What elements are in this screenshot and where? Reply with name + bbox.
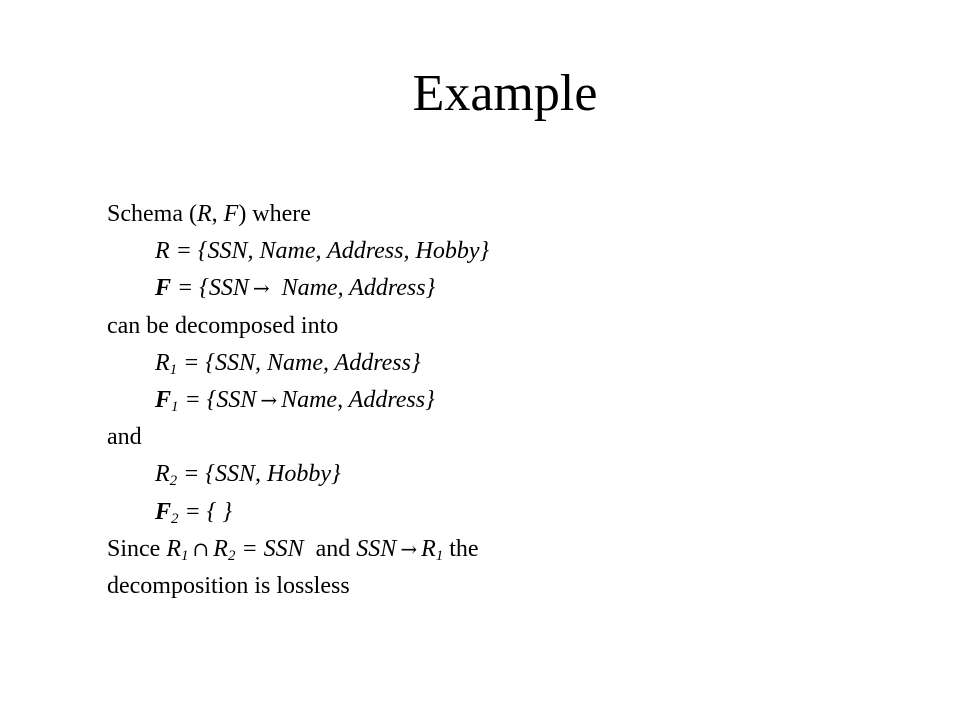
r1-lhs: R (155, 349, 170, 376)
f1-rhs-right: Name, Address} (281, 386, 435, 413)
slide-body (107, 196, 907, 605)
f2-rhs: { } (206, 498, 232, 525)
and-line: and (107, 424, 142, 451)
r2-definition-line (107, 456, 907, 493)
arrow-icon: → (260, 387, 278, 412)
f-definition-line (107, 270, 907, 307)
f1-lhs: F (155, 386, 172, 413)
schema-intro: Schema ( (107, 201, 197, 227)
r-definition-line (107, 233, 907, 270)
since-line (107, 531, 907, 568)
r1-subscript: 1 (169, 361, 178, 378)
schema-r: R (196, 201, 212, 227)
f-rhs-left: {SSN (199, 275, 249, 302)
r-rhs: {SSN, Name, Address, Hobby} (197, 238, 490, 265)
since-r1b: R (421, 535, 436, 562)
r1-rhs: {SSN, Name, Address} (205, 349, 421, 376)
f-rhs-right: Name, Address} (281, 275, 436, 302)
schema-comma: , (211, 201, 224, 227)
r2-subscript: 2 (169, 473, 178, 490)
since-r2-subscript: 2 (227, 547, 236, 564)
r2-lhs: R (155, 461, 170, 488)
since-r1-subscript: 1 (181, 547, 189, 564)
since-the: the (443, 535, 479, 562)
f2-definition-line (107, 494, 907, 531)
f1-eq: = (178, 386, 207, 413)
r-eq: = (169, 238, 198, 265)
conclusion-line: decomposition is lossless (107, 572, 350, 599)
decomposed-line: can be decomposed into (107, 312, 339, 339)
f-eq: = (171, 275, 200, 302)
since-r1: R (166, 535, 181, 562)
arrow-icon: → (252, 276, 270, 301)
r1-definition-line (107, 345, 907, 382)
f1-definition-line (107, 382, 907, 419)
arrow-icon: → (400, 536, 418, 561)
schema-f: F (223, 201, 239, 227)
f2-eq: = (178, 498, 207, 525)
r2-eq: = (177, 461, 206, 488)
f-lhs: F (155, 275, 172, 302)
since-r1b-subscript: 1 (435, 547, 444, 564)
schema-where: ) where (238, 201, 311, 227)
intersection-icon: ∩ (192, 536, 210, 561)
since-prefix: Since (107, 535, 167, 562)
f2-lhs: F (155, 498, 172, 525)
f1-subscript: 1 (171, 398, 179, 415)
r1-eq: = (177, 349, 206, 376)
f1-rhs-left: {SSN (206, 386, 257, 413)
f2-subscript: 2 (171, 510, 179, 527)
r-lhs: R (155, 238, 170, 265)
since-ssn: SSN (356, 535, 397, 562)
since-r2: R (213, 535, 228, 562)
since-and: and (303, 535, 357, 562)
schema-line (107, 196, 907, 233)
since-eq-ssn: = SSN (235, 535, 304, 562)
slide-title: Example (412, 65, 598, 122)
r2-rhs: {SSN, Hobby} (205, 461, 341, 488)
